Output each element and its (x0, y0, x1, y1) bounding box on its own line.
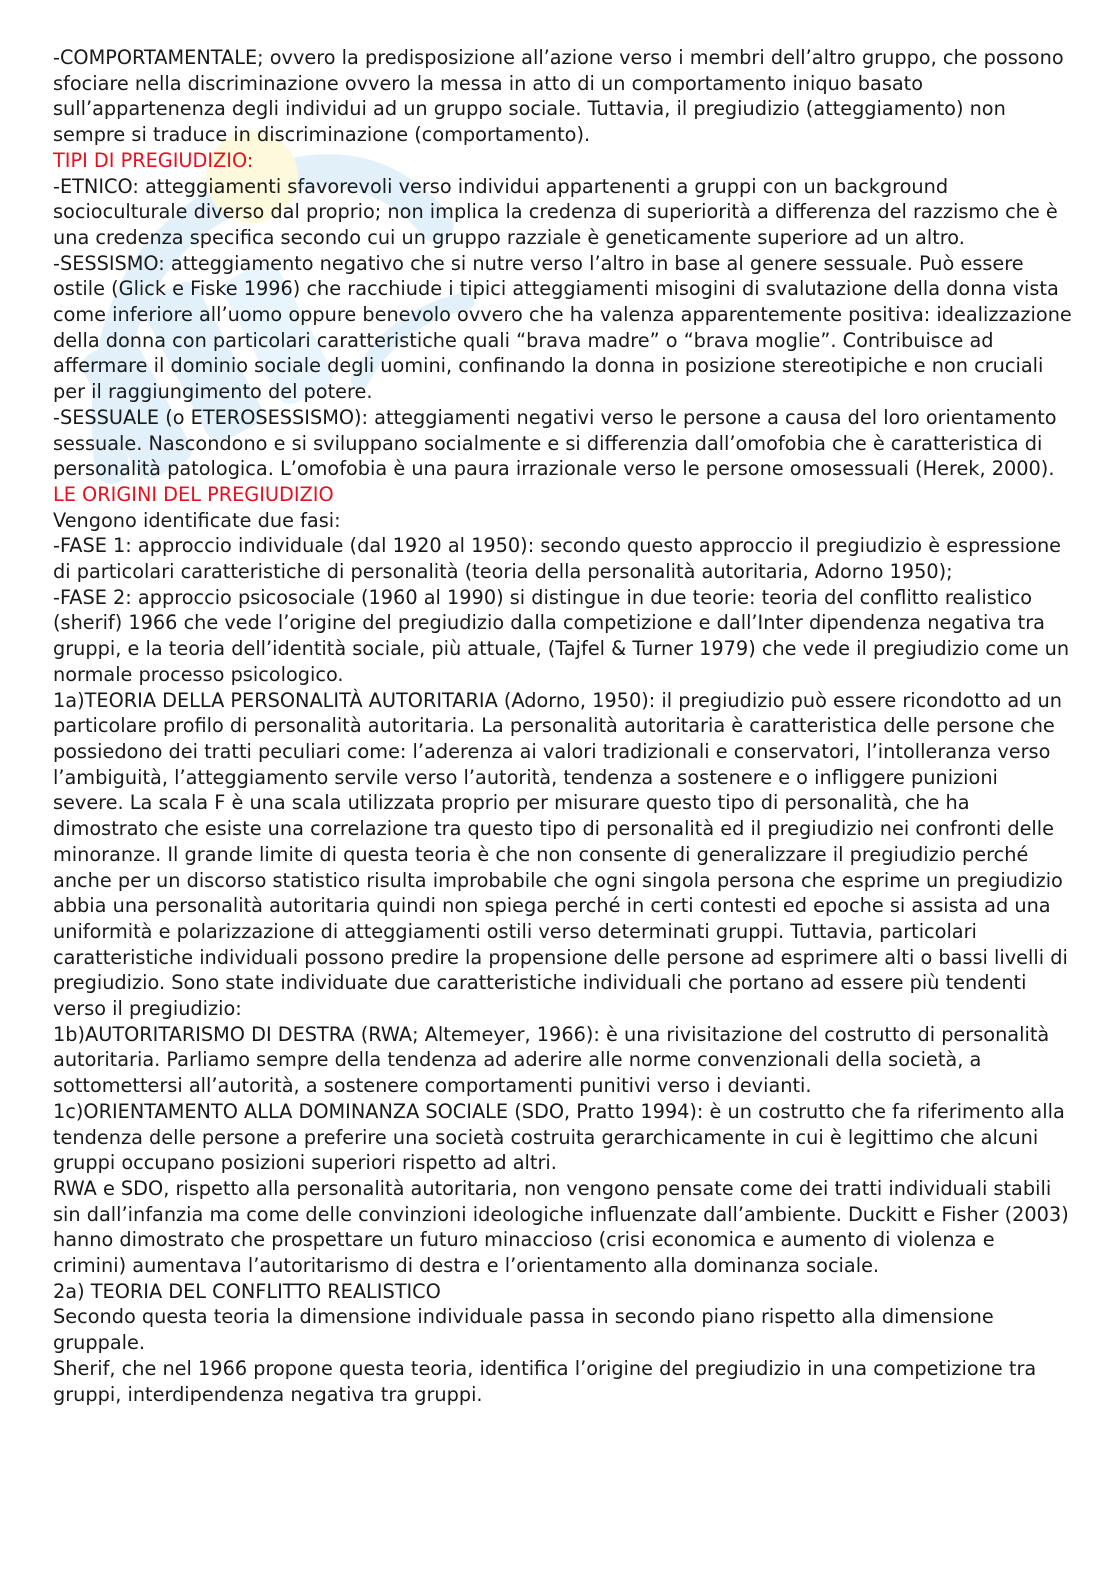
heading-origini-del-pregiudizio: LE ORIGINI DEL PREGIUDIZIO (53, 482, 334, 506)
heading-tipi-di-pregiudizio: TIPI DI PREGIUDIZIO: (53, 148, 254, 172)
paragraph-dimensione-gruppale: Secondo questa teoria la dimensione individuale passa in secondo piano rispetto alla dimensione gruppale. (53, 1305, 994, 1355)
paragraph-due-fasi: Vengono identificate due fasi: (53, 508, 341, 532)
paragraph-etnico: -ETNICO: atteggiamenti sfavorevoli verso individui appartenenti a gruppi con un background socioculturale diverso dal proprio; non implica la credenza di superiorità a differenza del razzismo che è una credenza specifica secondo cui un gruppo razziale è geneticamente superiore ad un altro. (53, 174, 1058, 249)
paragraph-fase-2: -FASE 2: approccio psicosociale (1960 al 1990) si distingue in due teorie: teoria del conflitto realistico (sherif) 1966 che vede l’origine del pregiudizio dalla competizione e dall’Inter dipendenza negativa tra gruppi, e la teoria dell’identità sociale, più attuale, (Tajfel & Turner 1979) che vede il pregiudizio come un normale processo psicologico. (53, 585, 1070, 686)
paragraph-autoritarismo-di-destra: 1b)AUTORITARISMO DI DESTRA (RWA; Altemeyer, 1966): è una rivisitazione del costrutto di personalità autoritaria. Parliamo sempre della tendenza ad aderire alle norme convenzionali della società, a sottomettersi all’autorità, a sostenere comportamenti punitivi verso i devianti. (53, 1022, 1050, 1098)
paragraph-sessuale: -SESSUALE (o ETEROSESSISMO): atteggiamenti negativi verso le persone a causa del loro orientamento sessuale. Nascondono e si sviluppano socialmente e si differenzia dall’omofobia che è caratteristica di personalità patologica. L’omofobia è una paura irrazionale verso le persone omosessuali (Herek, 2000). (53, 405, 1057, 481)
document-body (53, 45, 1073, 1407)
paragraph-dominanza-sociale: 1c)ORIENTAMENTO ALLA DOMINANZA SOCIALE (SDO, Pratto 1994): è un costrutto che fa riferimento alla tendenza delle persone a preferire una società costruita gerarchicamente in cui è legittimo che alcuni gruppi occupano posizioni superiori rispetto ad altri. (53, 1099, 1065, 1175)
paragraph-sessismo: -SESSISMO: atteggiamento negativo che si nutre verso l’altro in base al genere sessuale. Può essere ostile (Glick e Fiske 1996) che racchiude i tipici atteggiamenti misogini di svalutazione della donna vista come inferiore all’uomo oppure benevolo ovvero che ha valenza apparentemente positiva: idealizzazione della donna con particolari caratteristiche quali “brava madre” o “brava moglie”. Contribuisce ad affermare il dominio sociale degli uomini, confinando la donna in posizione stereotipiche e non cruciali per il raggiungimento del potere. (53, 251, 1072, 404)
paragraph-fase-1: -FASE 1: approccio individuale (dal 1920 al 1950): secondo questo approccio il pregiudizio è espressione di particolari caratteristiche di personalità (teoria della personalità autoritaria, Adorno 1950); (53, 534, 1062, 584)
paragraph-conflitto-realistico-title: 2a) TEORIA DEL CONFLITTO REALISTICO (53, 1279, 441, 1303)
paragraph-rwa-sdo: RWA e SDO, rispetto alla personalità autoritaria, non vengono pensate come dei tratti individuali stabili sin dall’infanzia ma come delle convinzioni ideologiche influenzate dall’ambiente. Duckitt e Fisher (2003) hanno dimostrato che prospettare un futuro minaccioso (crisi economica e aumento di violenza e crimini) aumentava l’autoritarismo di destra e l’orientamento alla dominanza sociale. (53, 1176, 1069, 1278)
paragraph-comportamentale: -COMPORTAMENTALE; ovvero la predisposizione all’azione verso i membri dell’altro gruppo, che possono sfociare nella discriminazione ovvero la messa in atto di un comportamento iniquo basato sull’appartenenza degli individui ad un gruppo sociale. Tuttavia, il pregiudizio (atteggiamento) non sempre si traduce in discriminazione (comportamento). (53, 46, 1064, 147)
paragraph-sherif: Sherif, che nel 1966 propone questa teoria, identifica l’origine del pregiudizio in una competizione tra gruppi, interdipendenza negativa tra gruppi. (53, 1356, 1037, 1406)
paragraph-personalita-autoritaria: 1a)TEORIA DELLA PERSONALITÀ AUTORITARIA (Adorno, 1950): il pregiudizio può essere ricondotto ad un particolare profilo di personalità autoritaria. La personalità autoritaria è caratteristica delle persone che possiedono dei tratti peculiari come: l’aderenza ai valori tradizionali e conservatori, l’intolleranza verso l’ambiguità, l’atteggiamento servile verso l’autorità, tendenza a sostenere e o infliggere punizioni severe. La scala F è una scala utilizzata proprio per misurare questo tipo di personalità, che ha dimostrato che esiste una correlazione tra questo tipo di personalità ed il pregiudizio nei confronti delle minoranze. Il grande limite di questa teoria è che non consente di generalizzare il pregiudizio perché anche per un discorso statistico risulta improbabile che ogni singola persona che esprime un pregiudizio abbia una personalità autoritaria quindi non spiega perché in certi contesti ed epoche si assista ad una uniformità e polarizzazione di atteggiamenti ostili verso determinati gruppi. Tuttavia, particolari caratteristiche individuali possono predire la propensione delle persone ad esprimere alti o bassi livelli di pregiudizio. Sono state individuate due caratteristiche individuali che portano ad essere più tendenti verso il pregiudizio: (53, 688, 1068, 1021)
